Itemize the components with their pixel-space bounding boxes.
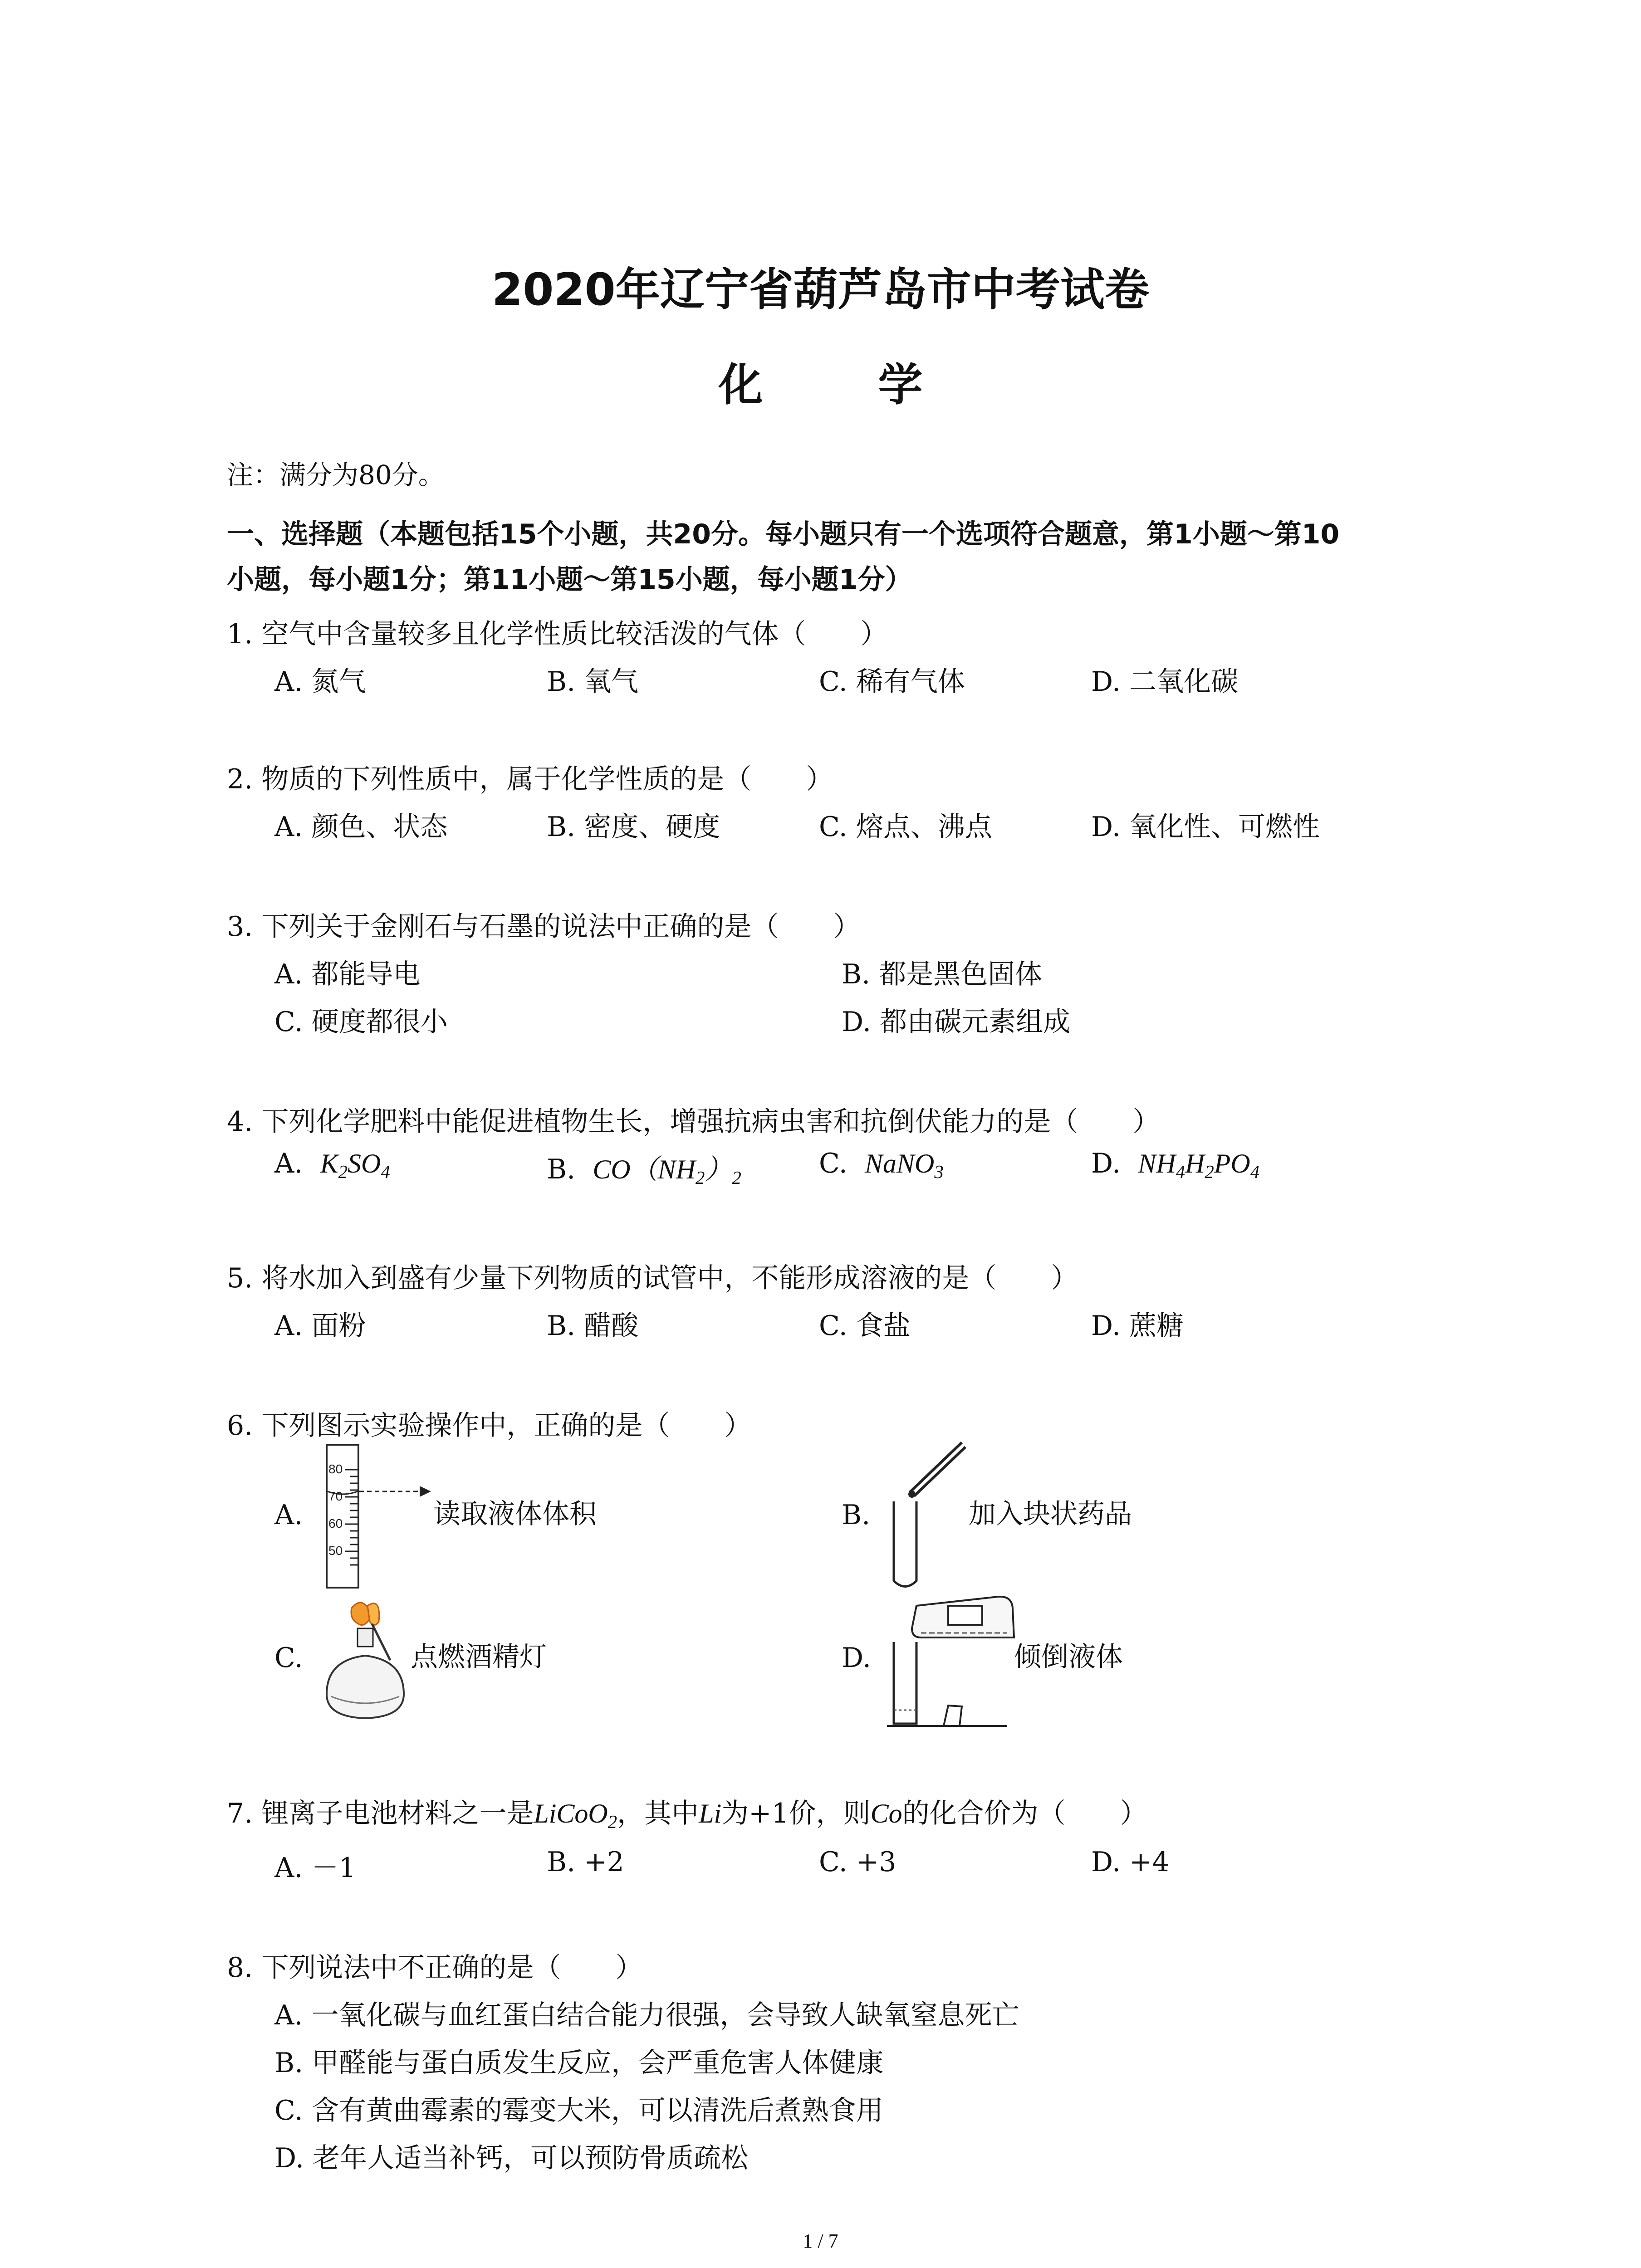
scale-tick-70: 70	[328, 1489, 343, 1503]
q5-option-a: A. 面粉	[274, 1310, 366, 1342]
page-number: 1 / 7	[803, 2230, 838, 2252]
question-4: 4. 下列化学肥料中能促进植物生长，增强抗病虫害和抗倒伏能力的是（ ）	[227, 1106, 1160, 1138]
q3-option-c: C. 硬度都很小	[274, 1006, 448, 1038]
page-title: 2020年辽宁省葫芦岛市中考试卷	[492, 264, 1149, 316]
q1-option-c: C. 稀有气体	[819, 666, 965, 698]
q8-option-a: A. 一氧化碳与血红蛋白结合能力很强，会导致人缺氧窒息死亡	[274, 1999, 1019, 2031]
q6-option-b: B.	[842, 1499, 871, 1531]
q6c-caption: 点燃酒精灯	[411, 1641, 547, 1673]
q7-option-a: A. －1	[274, 1852, 356, 1884]
q6d-caption: 倾倒液体	[1014, 1641, 1123, 1673]
question-2: 2. 物质的下列性质中，属于化学性质的是（ ）	[227, 763, 833, 795]
section-heading-line1: 一、选择题（本题包括15个小题，共20分。每小题只有一个选项符合题意，第1小题～第10	[227, 518, 1340, 550]
q1-option-d: D. 二氧化碳	[1091, 666, 1239, 698]
q2-option-b: B. 密度、硬度	[547, 811, 720, 843]
question-8: 8. 下列说法中不正确的是（ ）	[227, 1952, 643, 1984]
formula-licoo2: LiCoO$_2$	[534, 1799, 617, 1833]
q1-option-a: A. 氮气	[274, 666, 366, 698]
q5-option-d: D. 蔗糖	[1091, 1310, 1184, 1342]
question-7: 7. 锂离子电池材料之一是LiCoO$_2$，其中Li为+1价，则Co的化合价为（ ）	[227, 1798, 1147, 1833]
formula-nh4h2po4: $NH_4H_2PO_4$	[1138, 1149, 1260, 1183]
q4-option-d	[1091, 1148, 1259, 1183]
q2-option-a: A. 颜色、状态	[274, 811, 448, 843]
q3-option-b: B. 都是黑色固体	[842, 958, 1043, 990]
q3-option-d: D. 都由碳元素组成	[842, 1006, 1071, 1038]
formula-li: Li	[699, 1799, 722, 1828]
question-3: 3. 下列关于金刚石与石墨的说法中正确的是（ ）	[227, 911, 861, 943]
q8-option-c: C. 含有黄曲霉素的霉变大米，可以清洗后煮熟食用	[274, 2095, 883, 2126]
subject-title: 化 学	[718, 359, 973, 411]
formula-k2so4: $K_2SO_4$	[320, 1149, 390, 1183]
scale-tick-50: 50	[328, 1544, 343, 1558]
q7-option-b: B. +2	[547, 1846, 624, 1878]
q7-option-c: C. +3	[819, 1846, 896, 1878]
q6-option-c: C.	[274, 1642, 303, 1674]
q8-option-d: D. 老年人适当补钙，可以预防骨质疏松	[274, 2142, 749, 2174]
q4-option-b	[547, 1148, 741, 1188]
q4-option-c	[819, 1148, 944, 1183]
formula-co: Co	[870, 1799, 902, 1828]
q7-option-d: D. +4	[1091, 1846, 1170, 1878]
formula-nano3: NaNO$_3$	[865, 1149, 944, 1183]
q4-option-a-letter: A.	[274, 1148, 303, 1179]
section-heading-line2: 小题，每小题1分；第11小题～第15小题，每小题1分）	[227, 564, 912, 596]
q2-option-d: D. 氧化性、可燃性	[1091, 811, 1320, 843]
question-1: 1. 空气中含量较多且化学性质比较活泼的气体（ ）	[227, 618, 888, 650]
q6b-caption: 加入块状药品	[969, 1498, 1132, 1530]
question-5: 5. 将水加入到盛有少量下列物质的试管中，不能形成溶液的是（ ）	[227, 1262, 1078, 1294]
score-note: 注：满分为80分。	[227, 459, 445, 490]
pouring-liquid-figure	[885, 1588, 1030, 1737]
q6-option-d: D.	[842, 1642, 872, 1674]
q4-option-a	[274, 1148, 390, 1183]
scale-tick-60: 60	[328, 1516, 343, 1530]
q4-option-c-letter: C.	[819, 1148, 847, 1179]
q2-option-c: C. 熔点、沸点	[819, 811, 992, 843]
q3-option-a: A. 都能导电	[274, 958, 421, 990]
question-6: 6. 下列图示实验操作中，正确的是（ ）	[227, 1410, 752, 1442]
q6-option-a: A.	[274, 1499, 303, 1531]
q5-option-b: B. 醋酸	[547, 1310, 639, 1342]
formula-urea: $CO(NH_2)_2$	[593, 1154, 741, 1188]
q8-option-b: B. 甲醛能与蛋白质发生反应，会严重危害人体健康	[274, 2047, 884, 2079]
q1-option-b: B. 氧气	[547, 666, 639, 698]
scale-tick-80: 80	[328, 1462, 343, 1476]
q4-option-b-letter: B.	[547, 1154, 576, 1185]
q4-option-d-letter: D.	[1091, 1148, 1121, 1179]
q6a-caption: 读取液体体积	[433, 1498, 597, 1530]
q5-option-c: C. 食盐	[819, 1310, 911, 1342]
